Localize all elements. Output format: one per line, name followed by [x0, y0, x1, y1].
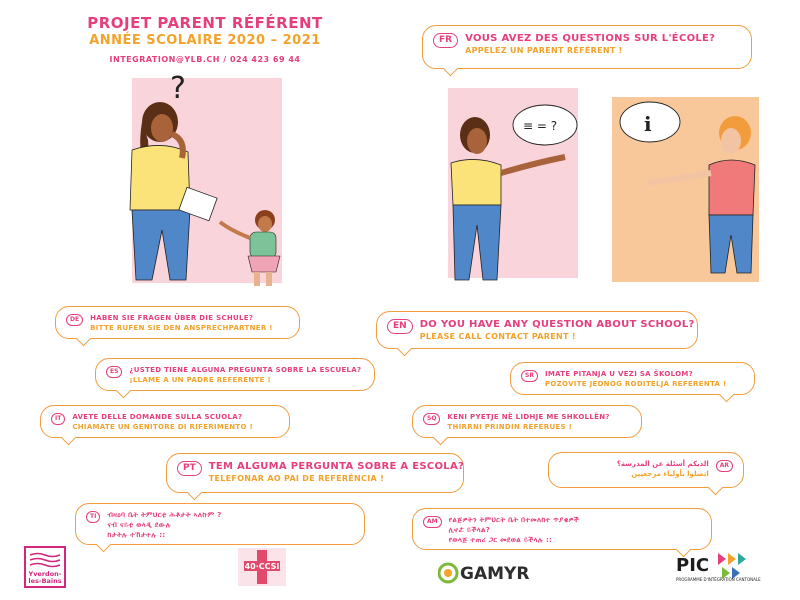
ar-line1: الديكم أسئلة عن المدرسة؟ [616, 460, 709, 468]
it-line1: AVETE DELLE DOMANDE SULLA SCUOLA? [72, 413, 243, 421]
sq-line2: THIRRNI PRINDIN REFERUES ! [447, 423, 573, 431]
ti-line2: ናብ ናይቲ ወላዲ ደውሉ [107, 521, 172, 529]
am-line1: የልጅዎትን ትምህርት ቤት በተመለከተ ጥያቄዎች [448, 516, 579, 524]
bubble-sq [412, 405, 642, 438]
bubble-ti [75, 503, 365, 545]
ar-line2: اتصلوا بأولياء مرجعيين [631, 470, 709, 478]
es-line1: ¿USTED TIENE ALGUNA PREGUNTA SOBRE LA ESCUELA? [129, 366, 362, 374]
ti-line3: ከታትሉ ተኸታተሉ :: [107, 531, 166, 539]
pic-logo [672, 549, 772, 589]
lang-badge-pt: PT [177, 461, 202, 476]
question-mark-icon: ? [170, 71, 186, 106]
pt-line1: TEM ALGUMA PERGUNTA SOBRE A ESCOLA? [208, 461, 465, 472]
gamyr-logo-text: GAMYR [460, 564, 530, 584]
ccsi-logo-text: 40·CCSI [244, 562, 280, 571]
sr-line2: POZOVITE JEDNOG RODITELJA REFERENTA ! [544, 380, 727, 388]
sq-line1: KENI PYETJE NË LIDHJE ME SHKOLLËN? [447, 413, 610, 421]
pic-logo-subtext: PROGRAMME D'INTÉGRATION CANTONALE [676, 577, 761, 582]
lang-badge-ti: TI [86, 511, 100, 523]
poster-title: PROJET PARENT RÉFÉRENT [87, 14, 323, 32]
phone-conversation-illustration [425, 95, 775, 295]
es-line2: ¡LLAME A UN PADRE REFERENTE ! [129, 376, 271, 384]
lang-badge-sr: SR [521, 370, 538, 382]
contact-info: INTEGRATION@YLB.CH / 024 423 69 44 [109, 55, 301, 64]
pt-line2: TELEFONAR AO PAI DE REFERÊNCIA ! [208, 474, 385, 483]
bubble-en [376, 311, 698, 349]
fr-line1: VOUS AVEZ DES QUESTIONS SUR L'ÉCOLE? [465, 33, 716, 44]
info-icon: i [644, 112, 652, 136]
school-year: ANNÉE SCOLAIRE 2020 – 2021 [89, 33, 321, 48]
bubble-fr [422, 25, 752, 69]
yverdon-logo-text: Yverdon-les-Bains [28, 570, 62, 585]
de-line1: HABEN SIE FRAGEN ÜBER DIE SCHULE? [90, 314, 254, 322]
mother-and-child-illustration [90, 60, 300, 290]
lang-badge-it: IT [51, 413, 65, 425]
sr-line1: IMATE PITANJA U VEZI SA ŠKOLOM? [544, 370, 694, 378]
lang-badge-en: EN [387, 319, 413, 334]
bubble-pt [166, 453, 464, 493]
ccsi-logo [222, 548, 302, 586]
lang-badge-am: AM [423, 516, 442, 528]
document-question-icon: ≡ = ? [523, 119, 558, 133]
lang-badge-ar: AR [716, 460, 733, 472]
bubble-am [412, 508, 712, 550]
lang-badge-de: DE [66, 314, 83, 326]
de-line2: BITTE RUFEN SIE DEN ANSPRECHPARTNER ! [90, 324, 273, 332]
bubble-de [55, 306, 300, 339]
en-line2: PLEASE CALL CONTACT PARENT ! [419, 332, 576, 341]
am-line2: ሊኖሯ ይችላል? [448, 526, 491, 534]
pic-logo-text: PIC [676, 555, 710, 576]
fr-line2: APPELEZ UN PARENT RÉFÉRENT ! [465, 46, 623, 55]
waves-icon [30, 552, 60, 570]
lang-badge-fr: FR [433, 33, 458, 48]
ti-line1: ብዛዕባ ቤት ትምህርቲ ሕቶታት ኣለኩም ? [107, 511, 222, 519]
bubble-es [95, 358, 375, 391]
lang-badge-es: ES [106, 366, 122, 378]
en-line1: DO YOU HAVE ANY QUESTION ABOUT SCHOOL? [419, 319, 695, 330]
bubble-sr [510, 362, 755, 395]
am-line3: የወላጅ ተጠሪ ጋር መደወል ይችላሉ :: [448, 536, 553, 544]
gamyr-logo [438, 560, 548, 586]
bubble-it [40, 405, 290, 438]
lang-badge-sq: SQ [423, 413, 440, 425]
yverdon-logo [24, 546, 66, 588]
it-line2: CHIAMATE UN GENITORE DI RIFERIMENTO ! [72, 423, 253, 431]
bubble-ar [548, 452, 744, 488]
